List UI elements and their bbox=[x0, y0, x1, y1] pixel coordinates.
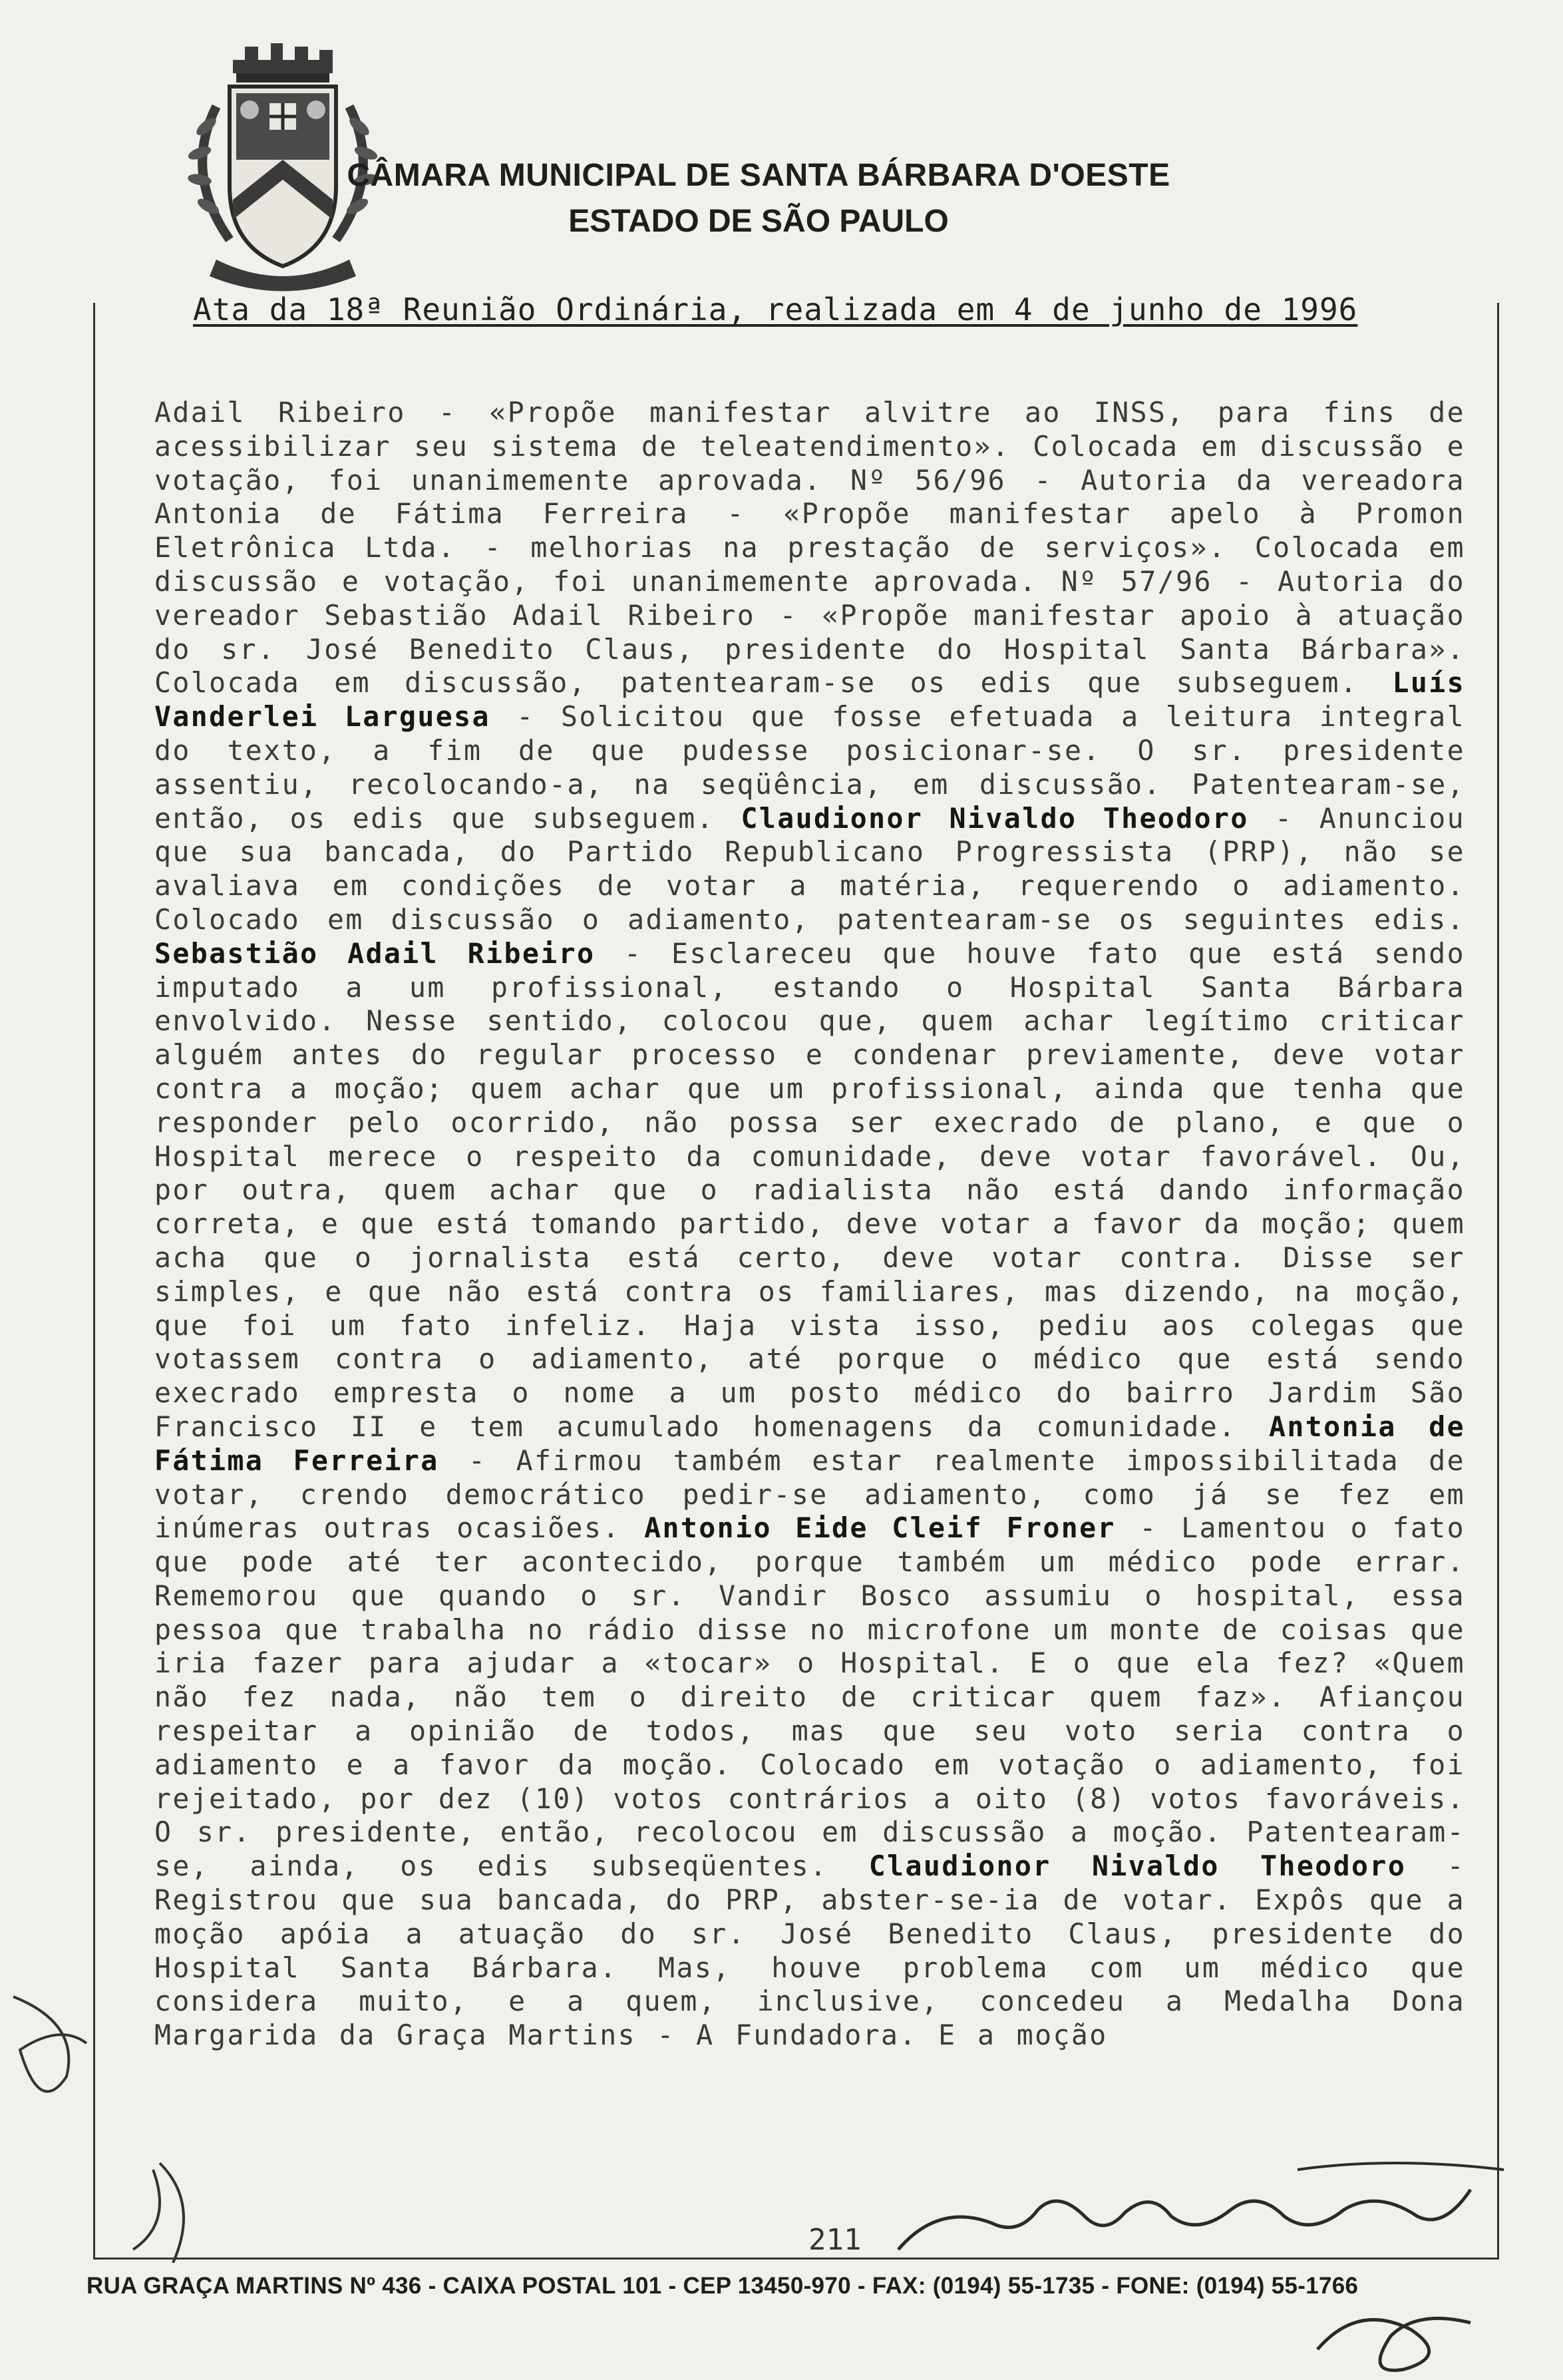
body-text-run: Adail Ribeiro - «Propõe manifestar alvitre ao INSS, para fins de acessibilizar seu sistema de teleatendimento». Colocada em discussão e votação, foi unanimemente aprovada. Nº 56/96 - Autoria da vereadora Antonia de Fátima Ferreira - «Propõe manifestar apelo à Promon Eletrônica Ltda. - melhorias na prestação de serviços». Colocada em discussão e votação, foi unanimemente aprovada. Nº 57/96 - Autoria do vereador Sebastião Adail Ribeiro - «Propõe manifestar apoio à atuação do sr. José Benedito Claus, presidente do Hospital Santa Bárbara». Colocada em discussão, patentearam-se os edis que subseguem. bbox=[154, 396, 1465, 699]
handwritten-initials-right bbox=[1304, 2289, 1490, 2380]
handwritten-initials-left bbox=[0, 1917, 213, 2263]
handwritten-signature bbox=[885, 2150, 1510, 2263]
speaker-name: Luís Vanderlei Larguesa bbox=[154, 666, 1465, 733]
body-text-run: - Anunciou que sua bancada, do Partido Republicano Progressista (PRP), não se avaliava em condições de votar a matéria, requerendo o adiamento. Colocado em discussão o adiamento, patentearam-se os seguintes edis. bbox=[154, 801, 1465, 936]
chamber-name: CÂMARA MUNICIPAL DE SANTA BÁRBARA D'OESTE bbox=[347, 158, 1170, 193]
body-text-run: - Afirmou também estar realmente impossibilitada de votar, crendo democrático pedir-se adiamento, como já se fez em inúmeras outras ocasiões. bbox=[154, 1444, 1466, 1545]
speaker-name: Claudionor Nivaldo Theodoro bbox=[868, 1850, 1407, 1883]
frame-right-rule bbox=[1497, 303, 1499, 2260]
speaker-name: Sebastião Adail Ribeiro bbox=[154, 936, 596, 970]
state-name: ESTADO DE SÃO PAULO bbox=[568, 204, 949, 239]
footer-address: RUA GRAÇA MARTINS Nº 436 - CAIXA POSTAL 101 - CEP 13450-970 - FAX: (0194) 55-1735 - FONE: (0194) 55-1766 bbox=[87, 2273, 1359, 2299]
body-text-run: - Registrou que sua bancada, do PRP, abster-se-ia de votar. Expôs que a moção apóia a atuação do sr. José Benedito Claus, presidente do Hospital Santa Bárbara. Mas, houve problema com um médico que considera muito, e a quem, inclusive, concedeu a Medalha Dona Margarida da Graça Martins - A Fundadora. E a moção bbox=[154, 1850, 1465, 2052]
page-number: 211 bbox=[808, 2223, 862, 2257]
body-text-run: - Lamentou o fato que pode até ter acontecido, porque também um médico pode errar. Rememorou que quando o sr. Vandir Bosco assumiu o hospital, essa pessoa que trabalha no rádio disse no microfone um monte de coisas que iria fazer para ajudar a «tocar» o Hospital. E o que ela fez? «Quem não fez nada, não tem o direito de criticar quem faz». Afiançou respeitar a opinião de todos, mas que seu voto seria contra o adiamento e a favor da moção. Colocado em votação o adiamento, foi rejeitado, por dez (10) votos contrários a oito (8) votos favoráveis. O sr. presidente, então, recolocou em discussão a moção. Patentearam-se, ainda, os edis subseqüentes. bbox=[154, 1511, 1465, 1883]
speaker-name: Claudionor Nivaldo Theodoro bbox=[741, 801, 1249, 835]
minutes-body bbox=[154, 396, 1465, 2053]
body-text-run: - Esclareceu que houve fato que está sendo imputado a um profissional, estando o Hospital Santa Bárbara envolvido. Nesse sentido, colocou que, quem achar legítimo criticar alguém antes do regular processo e condenar previamente, deve votar contra a moção; quem achar que um profissional, ainda que tenha que responder pelo ocorrido, não possa ser execrado de plano, e que o Hospital merece o respeito da comunidade, deve votar favorável. Ou, por outra, quem achar que o radialista não está dando informação correta, e que está tomando partido, deve votar a favor da moção; quem acha que o jornalista está certo, deve votar contra. Disse ser simples, e que não está contra os familiares, mas dizendo, na moção, que foi um fato infeliz. Haja vista isso, pediu aos colegas que votassem contra o adiamento, até porque o médico que está sendo execrado empresta o nome a um posto médico do bairro Jardim São Francisco II e tem acumulado homenagens da comunidade. bbox=[154, 936, 1465, 1443]
body-text-run: - Solicitou que fosse efetuada a leitura integral do texto, a fim de que pudesse posicionar-se. O sr. presidente assentiu, recolocando-a, na seqüência, em discussão. Patentearam-se, então, os edis que subseguem. bbox=[154, 700, 1465, 835]
speaker-name: Antonia de Fátima Ferreira bbox=[154, 1410, 1465, 1477]
speaker-name: Antonio Eide Cleif Froner bbox=[644, 1511, 1116, 1545]
minutes-title: Ata da 18ª Reunião Ordinária, realizada em 4 de junho de 1996 bbox=[193, 292, 1358, 327]
